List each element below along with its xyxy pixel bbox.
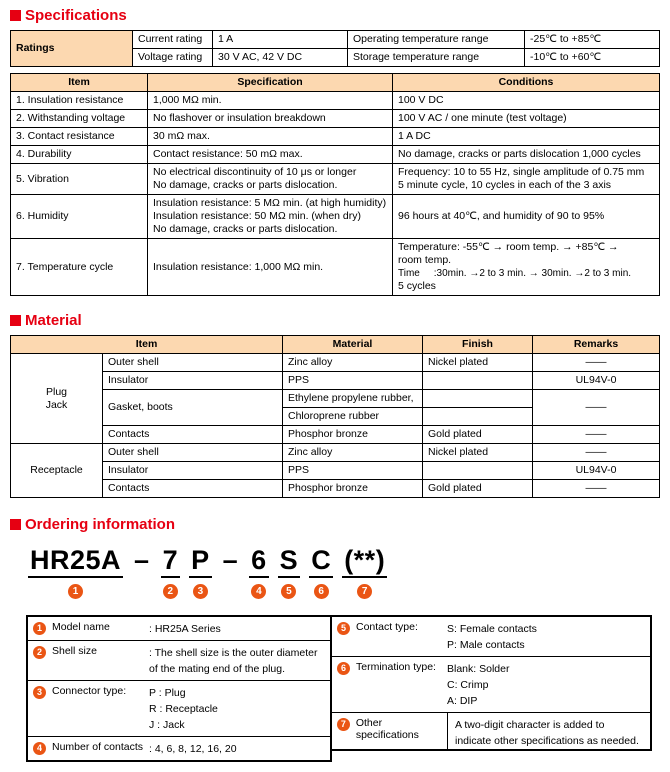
legend-value: indicate other specifications as needed.	[455, 735, 639, 747]
legend-right-box	[330, 615, 652, 751]
legend-values	[149, 684, 325, 733]
material-row-pj-outer-shell	[11, 354, 660, 372]
col-header-item: Item	[11, 74, 148, 92]
condition-line: 5 minute cycle, 10 cycles in each of the 3 axis	[398, 179, 612, 191]
part-number-text: 7	[161, 545, 181, 578]
spec-item: 2. Withstanding voltage	[11, 110, 148, 128]
remarks-value: UL94V-0	[533, 372, 660, 390]
spec-value: No flashover or insulation breakdown	[148, 110, 393, 128]
legend-label: Number of contacts	[52, 741, 144, 753]
spec-item: 3. Contact resistance	[11, 128, 148, 146]
ordering-section	[10, 516, 660, 762]
circled-number-5: 5	[337, 622, 350, 635]
legend-head	[33, 620, 149, 637]
legend-head	[337, 660, 447, 709]
material-value: Zinc alloy	[283, 354, 423, 372]
condition-line: 5 cycles	[398, 280, 436, 292]
material-item: Insulator	[103, 372, 283, 390]
finish-value-empty	[423, 390, 533, 408]
spec-line: Insulation resistance: 50 MΩ min. (when dry)	[153, 210, 362, 222]
part-number-dash	[221, 545, 241, 576]
group-cell-receptacle: Receptacle	[11, 444, 103, 498]
spec-value: 1,000 MΩ min.	[148, 92, 393, 110]
part-number-segment-model	[28, 545, 123, 599]
circled-number-1: 1	[68, 584, 83, 599]
legend-row-model-name	[28, 617, 330, 640]
legend-label: Termination type:	[356, 661, 436, 673]
material-row-pj-insulator	[11, 372, 660, 390]
rating-param: Storage temperature range	[348, 49, 525, 67]
legend-value: Blank: Solder	[447, 663, 510, 675]
legend-value: : HR25A Series	[149, 623, 221, 635]
part-number-segment-other	[342, 545, 387, 599]
rating-value: 30 V AC, 42 V DC	[213, 49, 348, 67]
legend-row-shell-size	[28, 640, 330, 680]
rating-param: Voltage rating	[133, 49, 213, 67]
legend-value: C: Crimp	[447, 679, 489, 691]
spec-line: Insulation resistance: 5 MΩ min. (at high humidity)	[153, 197, 387, 209]
condition-line: Frequency: 10 to 55 Hz, single amplitude of 0.75 mm	[398, 166, 645, 178]
finish-value: Gold plated	[423, 426, 533, 444]
circled-number-5: 5	[281, 584, 296, 599]
spec-value: Contact resistance: 50 mΩ max.	[148, 146, 393, 164]
section-title-material: Material	[25, 312, 82, 329]
condition-line: room temp.	[398, 254, 452, 266]
remarks-value: ——	[533, 390, 660, 426]
section-title-ordering: Ordering information	[25, 516, 175, 533]
material-row-r-outer-shell	[11, 444, 660, 462]
part-number-text: 6	[249, 545, 269, 578]
red-square-bullet-icon	[10, 315, 21, 326]
material-section	[10, 312, 660, 498]
spec-condition	[393, 239, 660, 296]
legend-label: Model name	[52, 621, 110, 633]
part-number-text: –	[134, 545, 150, 575]
material-row-r-insulator	[11, 462, 660, 480]
material-value: Phosphor bronze	[283, 480, 423, 498]
spec-condition: 100 V DC	[393, 92, 660, 110]
spec-row-withstanding-voltage	[11, 110, 660, 128]
part-number-diagram	[28, 545, 660, 599]
spec-value: Insulation resistance: 1,000 MΩ min.	[148, 239, 393, 296]
remarks-value: UL94V-0	[533, 462, 660, 480]
spec-item: 7. Temperature cycle	[11, 239, 148, 296]
condition-line: Time :30min. →2 to 3 min. → 30min. →2 to 3 min.	[398, 268, 632, 279]
rating-value: 1 A	[213, 31, 348, 49]
finish-value-empty	[423, 408, 533, 426]
ordering-legend	[26, 615, 660, 762]
material-row-pj-gasket-1	[11, 390, 660, 408]
specifications-section	[10, 7, 660, 296]
part-number-segment-termination	[309, 545, 333, 599]
group-label-plug: Plug	[45, 385, 67, 398]
circled-number-7: 7	[337, 718, 350, 731]
legend-left-box	[26, 615, 332, 762]
legend-value: R : Receptacle	[149, 703, 218, 715]
rating-value: -25℃ to +85℃	[525, 31, 660, 49]
legend-head	[337, 716, 447, 746]
rating-value: -10℃ to +60℃	[525, 49, 660, 67]
legend-row-contact-type	[332, 617, 650, 656]
col-header-conditions: Conditions	[393, 74, 660, 92]
material-row-r-contacts	[11, 480, 660, 498]
spec-value	[148, 195, 393, 239]
spec-row-vibration	[11, 164, 660, 195]
legend-values	[447, 713, 645, 749]
spec-row-contact-resistance	[11, 128, 660, 146]
remarks-value: ——	[533, 444, 660, 462]
material-value: PPS	[283, 372, 423, 390]
spec-condition: 1 A DC	[393, 128, 660, 146]
part-number-text: S	[278, 545, 301, 578]
legend-values	[149, 740, 325, 757]
material-item: Outer shell	[103, 354, 283, 372]
legend-value: : 4, 6, 8, 12, 16, 20	[149, 743, 237, 755]
circled-number-2: 2	[33, 646, 46, 659]
legend-head	[337, 620, 447, 653]
col-header-material: Material	[283, 336, 423, 354]
legend-values	[149, 644, 325, 677]
col-header-item: Item	[11, 336, 283, 354]
ratings-label-cell: Ratings	[11, 31, 133, 67]
material-heading	[10, 312, 660, 329]
legend-head	[33, 684, 149, 733]
material-item: Insulator	[103, 462, 283, 480]
ratings-table	[10, 30, 660, 67]
legend-values	[447, 660, 645, 709]
remarks-value: ——	[533, 426, 660, 444]
part-number-text: P	[189, 545, 212, 578]
material-item: Outer shell	[103, 444, 283, 462]
material-table	[10, 335, 660, 498]
rating-param: Current rating	[133, 31, 213, 49]
circled-number-4: 4	[33, 742, 46, 755]
legend-label: Connector type:	[52, 685, 127, 697]
spec-value	[148, 164, 393, 195]
legend-row-number-of-contacts	[28, 736, 330, 760]
spec-line: No electrical discontinuity of 10 μs or longer	[153, 166, 357, 178]
legend-row-termination-type	[332, 656, 650, 712]
part-number-segment-connector-type	[189, 545, 212, 599]
legend-label: Shell size	[52, 645, 97, 657]
legend-value: S: Female contacts	[447, 623, 537, 635]
ordering-heading	[10, 516, 660, 533]
legend-label: Other specifications	[355, 717, 419, 741]
legend-row-other-specifications	[332, 712, 650, 749]
circled-number-3: 3	[33, 686, 46, 699]
material-item: Gasket, boots	[103, 390, 283, 426]
legend-values	[447, 620, 645, 653]
col-header-specification: Specification	[148, 74, 393, 92]
spec-row-insulation-resistance	[11, 92, 660, 110]
circled-number-7: 7	[357, 584, 372, 599]
legend-value: P : Plug	[149, 687, 186, 699]
circled-number-3: 3	[193, 584, 208, 599]
legend-value: P: Male contacts	[447, 639, 525, 651]
material-value: Ethylene propylene rubber,	[283, 390, 423, 408]
spec-condition	[393, 164, 660, 195]
part-number-segment-shell-size	[161, 545, 181, 599]
legend-value: A: DIP	[447, 695, 478, 707]
legend-row-connector-type	[28, 680, 330, 736]
group-cell-plug-jack	[11, 354, 103, 444]
legend-label: Contact type:	[356, 621, 418, 633]
finish-value: Nickel plated	[423, 354, 533, 372]
part-number-segment-contacts	[249, 545, 269, 599]
section-title-specifications: Specifications	[25, 7, 127, 24]
legend-value: of the mating end of the plug.	[149, 663, 286, 675]
part-number-text: –	[222, 545, 239, 575]
material-value: PPS	[283, 462, 423, 480]
spec-item: 5. Vibration	[11, 164, 148, 195]
spec-line: No damage, cracks or parts dislocation.	[153, 223, 338, 235]
rating-param: Operating temperature range	[348, 31, 525, 49]
legend-values	[149, 620, 325, 637]
circled-number-2: 2	[163, 584, 178, 599]
circled-number-1: 1	[33, 622, 46, 635]
circled-number-6: 6	[337, 662, 350, 675]
spec-table-header-row	[11, 74, 660, 92]
red-square-bullet-icon	[10, 10, 21, 21]
spec-table	[10, 73, 660, 296]
spec-item: 1. Insulation resistance	[11, 92, 148, 110]
part-number-dash	[132, 545, 152, 576]
group-label-jack: Jack	[45, 398, 68, 411]
part-number-text: (**)	[342, 545, 387, 578]
red-square-bullet-icon	[10, 519, 21, 530]
material-value: Phosphor bronze	[283, 426, 423, 444]
material-header-row	[11, 336, 660, 354]
spec-value: 30 mΩ max.	[148, 128, 393, 146]
spec-item: 4. Durability	[11, 146, 148, 164]
spec-condition: 100 V AC / one minute (test voltage)	[393, 110, 660, 128]
spec-row-durability	[11, 146, 660, 164]
spec-item: 6. Humidity	[11, 195, 148, 239]
specifications-heading	[10, 7, 660, 24]
legend-head	[33, 644, 149, 677]
part-number-text: HR25A	[28, 545, 123, 578]
finish-value-empty	[423, 372, 533, 390]
spec-condition: 96 hours at 40℃, and humidity of 90 to 95%	[393, 195, 660, 239]
finish-value: Nickel plated	[423, 444, 533, 462]
remarks-value: ——	[533, 354, 660, 372]
legend-value: A two-digit character is added to	[455, 719, 605, 731]
spec-line: No damage, cracks or parts dislocation.	[153, 179, 338, 191]
material-item: Contacts	[103, 426, 283, 444]
material-value: Chloroprene rubber	[283, 408, 423, 426]
col-header-remarks: Remarks	[533, 336, 660, 354]
part-number-text: C	[309, 545, 333, 578]
legend-head	[33, 740, 149, 757]
material-row-pj-contacts	[11, 426, 660, 444]
spec-row-temperature-cycle	[11, 239, 660, 296]
finish-value-empty	[423, 462, 533, 480]
col-header-finish: Finish	[423, 336, 533, 354]
material-item: Contacts	[103, 480, 283, 498]
spec-row-humidity	[11, 195, 660, 239]
remarks-value: ——	[533, 480, 660, 498]
part-number-segment-contact-type	[278, 545, 301, 599]
legend-value: J : Jack	[149, 719, 185, 731]
condition-line: Temperature: -55℃ → room temp. → +85℃ →	[398, 241, 619, 253]
ratings-row-1	[11, 31, 660, 49]
spec-condition: No damage, cracks or parts dislocation 1,000 cycles	[393, 146, 660, 164]
circled-number-4: 4	[251, 584, 266, 599]
finish-value: Gold plated	[423, 480, 533, 498]
circled-number-6: 6	[314, 584, 329, 599]
legend-value: : The shell size is the outer diameter	[149, 647, 318, 659]
material-value: Zinc alloy	[283, 444, 423, 462]
